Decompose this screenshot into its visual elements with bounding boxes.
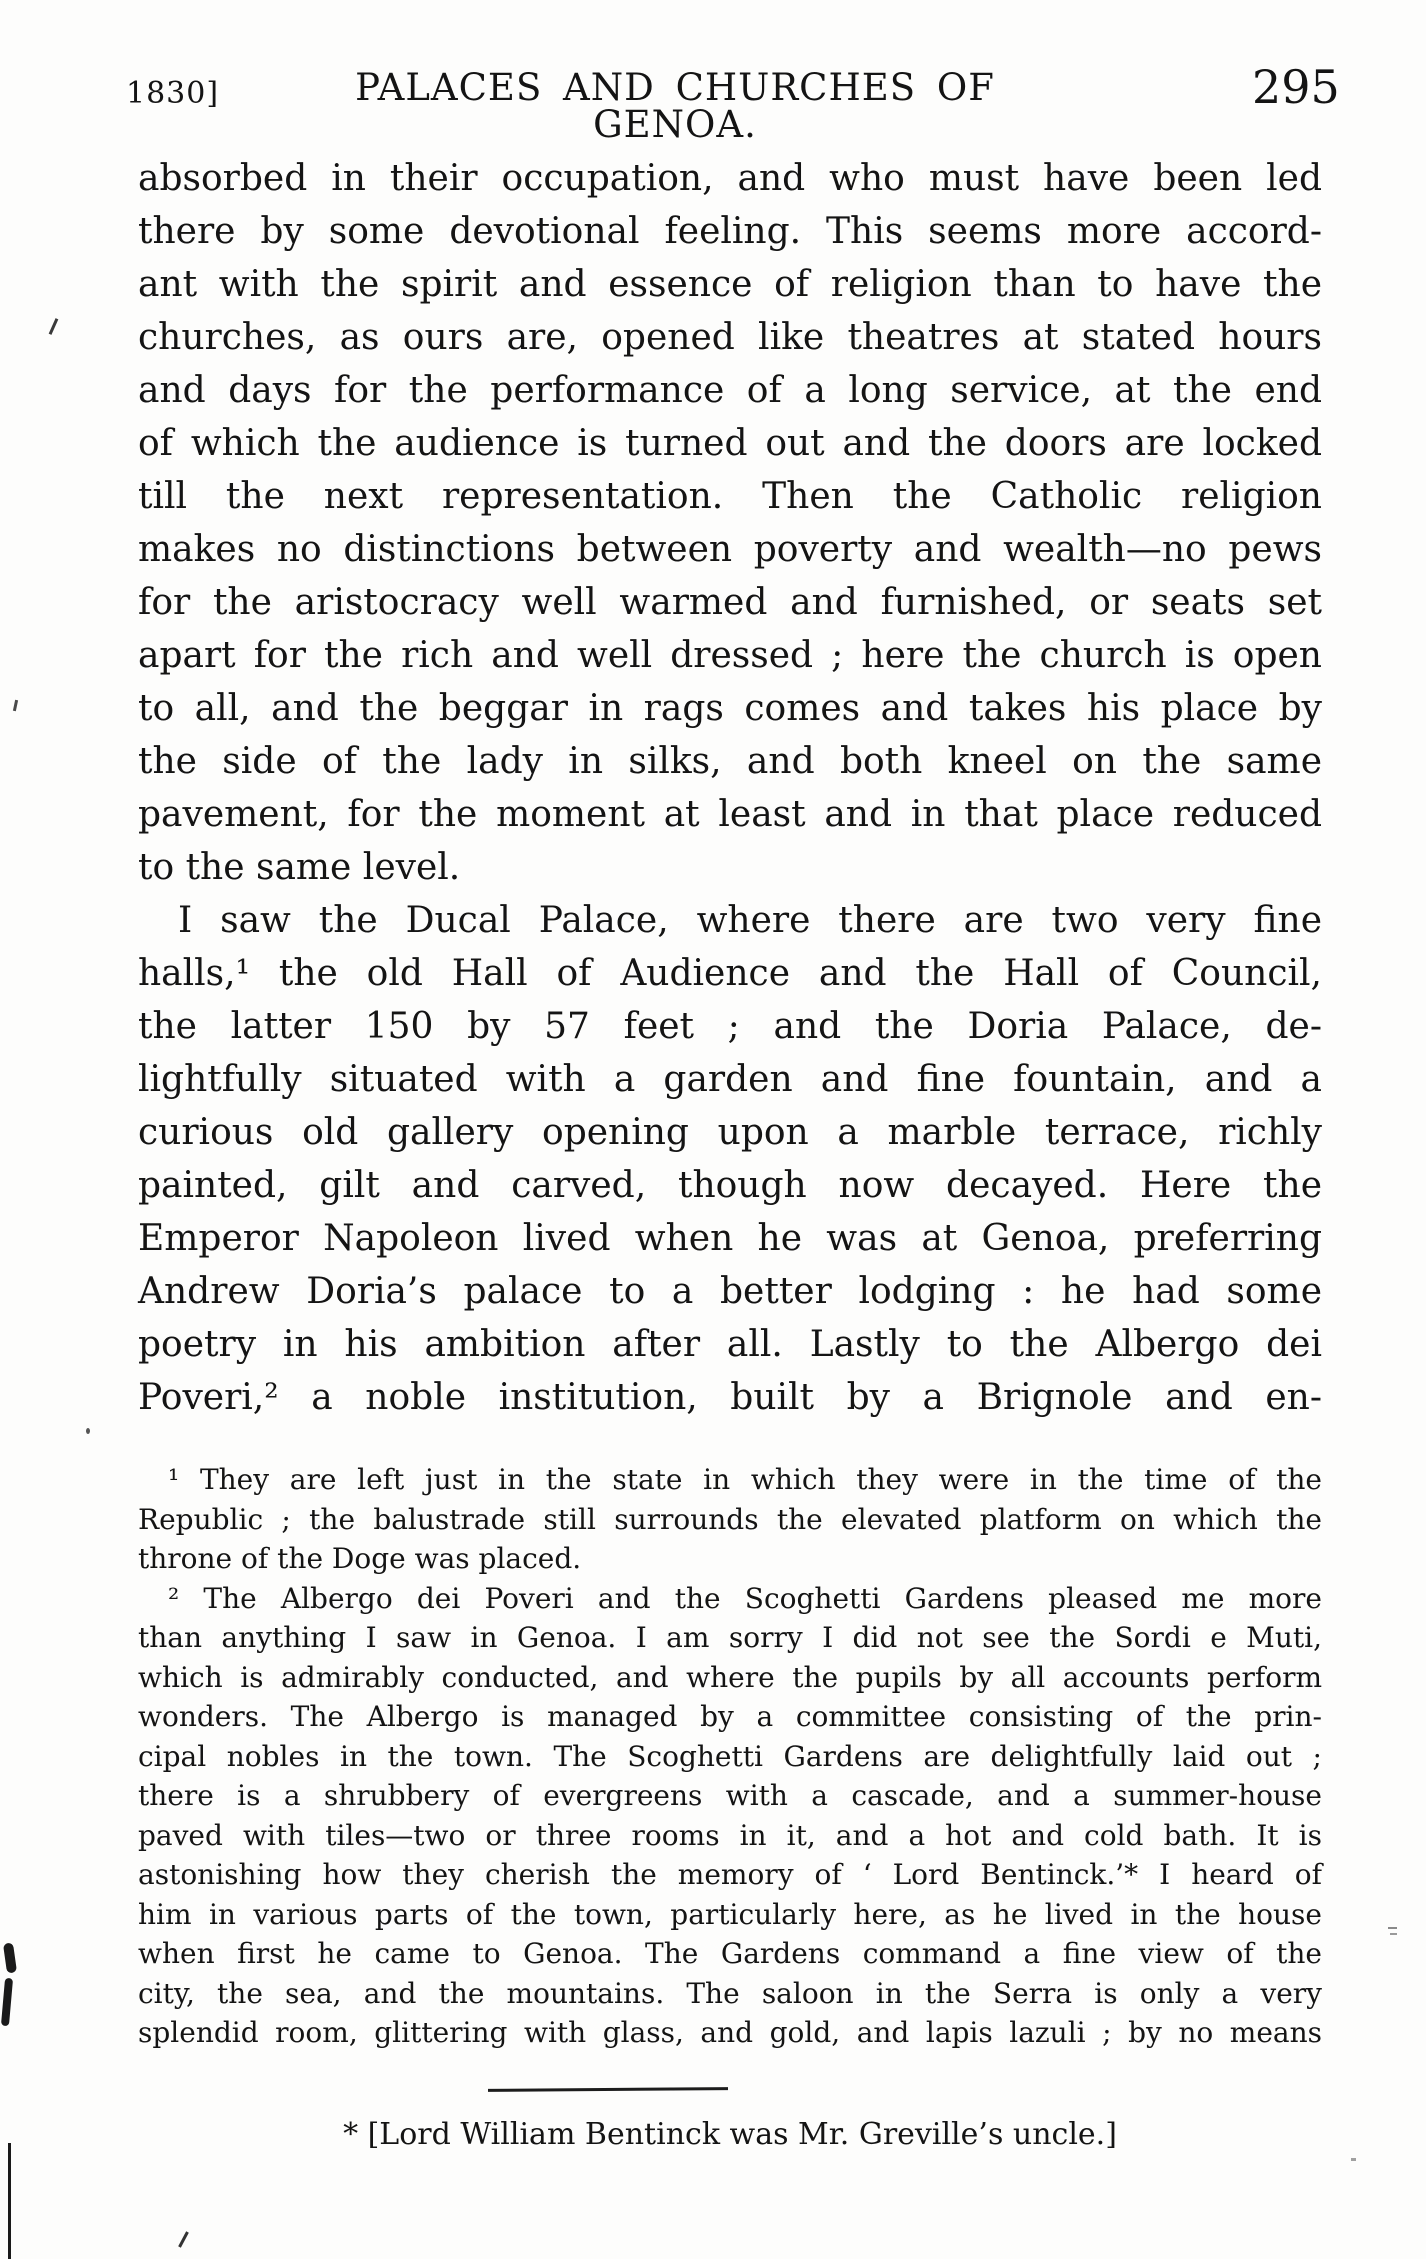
paragraph-continuation: [138, 152, 1322, 894]
body-line: poetry in his ambition after all. Lastly to the Albergo dei: [138, 1324, 1322, 1365]
scan-artifact: [13, 700, 18, 711]
body-line: pavement, for the moment at least and in that place reduced: [138, 794, 1322, 835]
footnote-1: [138, 1460, 1322, 1579]
body-line: the side of the lady in silks, and both kneel on the same: [138, 741, 1322, 782]
footnote-line: ² The Albergo dei Poveri and the Scoghetti Gardens pleased me more: [168, 1581, 1322, 1615]
running-head-title: PALACES AND CHURCHES OF GENOA.: [355, 66, 995, 146]
footnote-divider: [488, 2087, 728, 2092]
body-line: I saw the Ducal Palace, where there are two very fine: [178, 900, 1322, 941]
body-line: makes no distinctions between poverty and wealth—no pews: [138, 529, 1322, 570]
body-line: to all, and the beggar in rags comes and takes his place by: [138, 688, 1322, 729]
body-line: apart for the rich and well dressed ; here the church is open: [138, 635, 1322, 676]
footnote-line: him in various parts of the town, particularly here, as he lived in the house: [138, 1897, 1322, 1931]
body-line: Poveri,² a noble institution, built by a Brignole and en-: [138, 1377, 1322, 1418]
footnote-2: [138, 1579, 1322, 2053]
body-line: for the aristocracy well warmed and furnished, or seats set: [138, 582, 1322, 623]
footnote-line: throne of the Doge was placed.: [138, 1542, 582, 1575]
footnote-line: wonders. The Albergo is managed by a committee consisting of the prin-: [138, 1700, 1322, 1733]
scan-artifact: [1390, 1933, 1397, 1935]
body-line: of which the audience is turned out and the doors are locked: [138, 423, 1322, 464]
scan-artifact: [178, 2231, 189, 2247]
scan-artifact: [8, 2143, 11, 2259]
footnote-line: paved with tiles—two or three rooms in it, and a hot and cold bath. It is: [138, 1818, 1322, 1852]
editor-note: * [Lord William Bentinck was Mr. Greville’s uncle.]: [343, 2117, 1117, 2152]
body-line: Andrew Doria’s palace to a better lodging : he had some: [138, 1271, 1322, 1312]
footnote-line: Republic ; the balustrade still surrounds the elevated platform on which the: [138, 1502, 1322, 1536]
footnote-line: astonishing how they cherish the memory of ‘ Lord Bentinck.’* I heard of: [138, 1858, 1322, 1891]
body-line: churches, as ours are, opened like theatres at stated hours: [138, 317, 1322, 358]
scan-artifact: [1388, 1927, 1397, 1929]
scan-artifact: [1, 1978, 13, 2027]
running-head-year: 1830]: [126, 76, 220, 111]
footnote-line: cipal nobles in the town. The Scoghetti Gardens are delightfully laid out ;: [138, 1739, 1322, 1773]
body-text: [138, 152, 1322, 1424]
body-line: painted, gilt and carved, though now decayed. Here the: [138, 1165, 1322, 1206]
footnote-line: when first he came to Genoa. The Gardens command a fine view of the: [138, 1937, 1322, 1970]
body-line: halls,¹ the old Hall of Audience and the Hall of Council,: [138, 953, 1322, 994]
scan-artifact: [1351, 2158, 1356, 2161]
paragraph-ducal-palace: [138, 894, 1322, 1424]
footnote-line: than anything I saw in Genoa. I am sorry I did not see the Sordi e Muti,: [138, 1621, 1322, 1654]
page-number: 295: [1252, 60, 1340, 114]
body-line: till the next representation. Then the Catholic religion: [138, 476, 1322, 517]
scan-artifact: [86, 1428, 90, 1434]
body-line: the latter 150 by 57 feet ; and the Doria Palace, de-: [138, 1006, 1322, 1047]
body-line: absorbed in their occupation, and who must have been led: [138, 158, 1322, 199]
footnote-line: there is a shrubbery of evergreens with a cascade, and a summer-house: [138, 1779, 1322, 1812]
footnotes: [138, 1460, 1322, 2053]
footnote-line: which is admirably conducted, and where the pupils by all accounts perform: [138, 1660, 1322, 1694]
body-line: curious old gallery opening upon a marble terrace, richly: [138, 1112, 1322, 1153]
scan-artifact: [49, 318, 59, 335]
body-line: lightfully situated with a garden and fine fountain, and a: [138, 1059, 1322, 1100]
body-line: ant with the spirit and essence of religion than to have the: [138, 264, 1322, 305]
body-line: and days for the performance of a long service, at the end: [138, 370, 1322, 411]
body-line: Emperor Napoleon lived when he was at Genoa, preferring: [138, 1218, 1322, 1259]
footnote-line: ¹ They are left just in the state in which they were in the time of the: [168, 1463, 1322, 1496]
body-line: to the same level.: [138, 847, 461, 888]
footnote-line: city, the sea, and the mountains. The saloon in the Serra is only a very: [138, 1976, 1322, 2010]
scan-artifact: [3, 1942, 17, 1973]
body-line: there by some devotional feeling. This seems more accord-: [138, 211, 1322, 252]
footnote-line: splendid room, glittering with glass, and gold, and lapis lazuli ; by no means: [138, 2016, 1322, 2049]
